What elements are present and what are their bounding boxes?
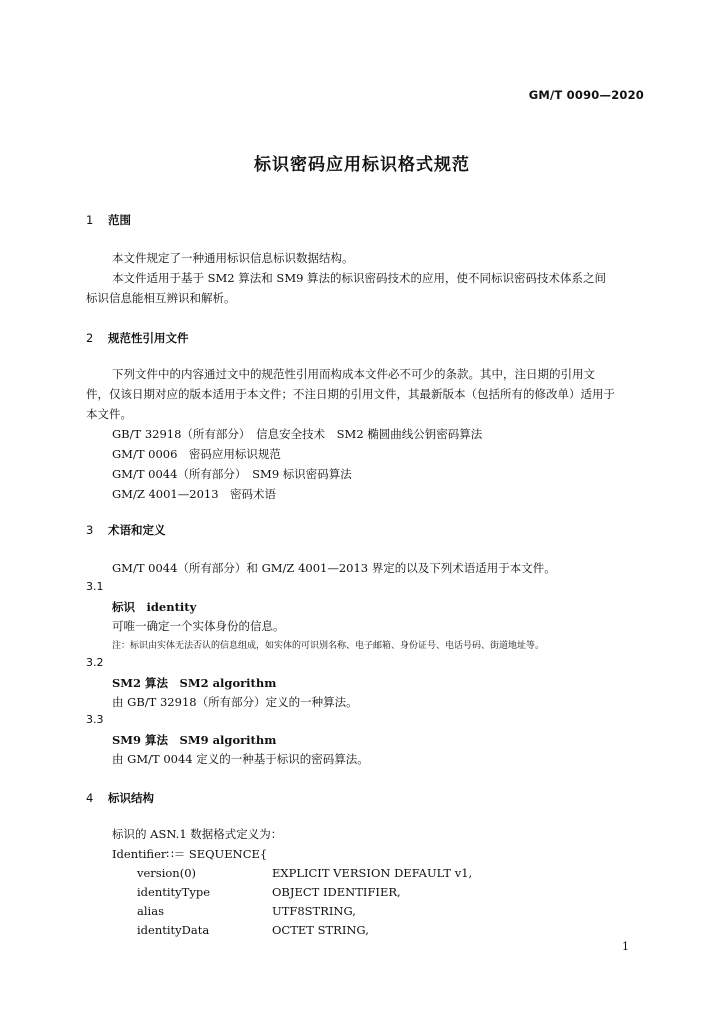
page-number: 1 xyxy=(622,940,629,953)
section-2-heading xyxy=(86,330,189,346)
asn1-field-type: UTF8STRING, xyxy=(272,904,356,918)
section-title: 范围 xyxy=(108,213,131,227)
paragraph-continuation: 件，仅该日期对应的版本适用于本文件；不注日期的引用文件，其最新版本（包括所有的修改单）适用于 xyxy=(86,387,615,401)
section-1-heading xyxy=(86,212,131,228)
term-name: SM9 算法 SM9 algorithm xyxy=(112,733,277,747)
term-definition: 可唯一确定一个实体身份的信息。 xyxy=(112,619,285,633)
term-definition: 由 GB/T 32918（所有部分）定义的一种算法。 xyxy=(112,695,358,709)
asn1-field-type: OCTET STRING, xyxy=(272,923,369,937)
asn1-field-type: OBJECT IDENTIFIER, xyxy=(272,885,401,899)
term-note: 注：标识由实体无法否认的信息组成，如实体的可识别名称、电子邮箱、身份证号、电话号码、街道地址等。 xyxy=(112,641,545,651)
reference-item: GB/T 32918（所有部分） 信息安全技术 SM2 椭圆曲线公钥密码算法 xyxy=(112,427,483,441)
section-number: 1 xyxy=(86,213,94,227)
asn1-field-name: alias xyxy=(137,904,164,918)
document-code: GM/T 0090—2020 xyxy=(528,88,644,102)
document-title: 标识密码应用标识格式规范 xyxy=(254,155,470,175)
term-name: 标识 identity xyxy=(112,600,197,614)
section-3-heading xyxy=(86,522,166,538)
asn1-field-name: version(0) xyxy=(137,866,196,880)
paragraph-continuation: 标识信息能相互辨识和解析。 xyxy=(86,291,236,305)
term-number: 3.2 xyxy=(86,656,104,669)
paragraph: 本文件适用于基于 SM2 算法和 SM9 算法的标识密码技术的应用，使不同标识密码技术体系之间 xyxy=(112,271,607,285)
paragraph: 标识的 ASN.1 数据格式定义为： xyxy=(112,827,283,841)
paragraph: GM/T 0044（所有部分）和 GM/Z 4001—2013 界定的以及下列术语适用于本文件。 xyxy=(112,561,556,575)
asn1-field-type: EXPLICIT VERSION DEFAULT v1, xyxy=(272,866,473,880)
section-number: 3 xyxy=(86,523,94,537)
paragraph: 本文件规定了一种通用标识信息标识数据结构。 xyxy=(112,251,354,265)
section-number: 2 xyxy=(86,331,94,345)
term-number: 3.3 xyxy=(86,713,104,726)
reference-item: GM/Z 4001—2013 密码术语 xyxy=(112,487,277,501)
section-title: 标识结构 xyxy=(108,791,154,805)
section-title: 术语和定义 xyxy=(108,523,166,537)
reference-item: GM/T 0044（所有部分） SM9 标识密码算法 xyxy=(112,467,352,481)
asn1-declaration: Identifier∷＝ SEQUENCE{ xyxy=(112,847,268,861)
term-number: 3.1 xyxy=(86,580,104,593)
paragraph: 下列文件中的内容通过文中的规范性引用而构成本文件必不可少的条款。其中，注日期的引用文 xyxy=(112,367,595,381)
asn1-field-name: identityType xyxy=(137,885,211,899)
section-title: 规范性引用文件 xyxy=(108,331,189,345)
term-definition: 由 GM/T 0044 定义的一种基于标识的密码算法。 xyxy=(112,752,369,766)
asn1-field-name: identityData xyxy=(137,923,210,937)
term-name: SM2 算法 SM2 algorithm xyxy=(112,676,277,690)
section-4-heading xyxy=(86,790,154,806)
section-number: 4 xyxy=(86,791,94,805)
paragraph-continuation: 本文件。 xyxy=(86,407,132,421)
reference-item: GM/T 0006 密码应用标识规范 xyxy=(112,447,281,461)
